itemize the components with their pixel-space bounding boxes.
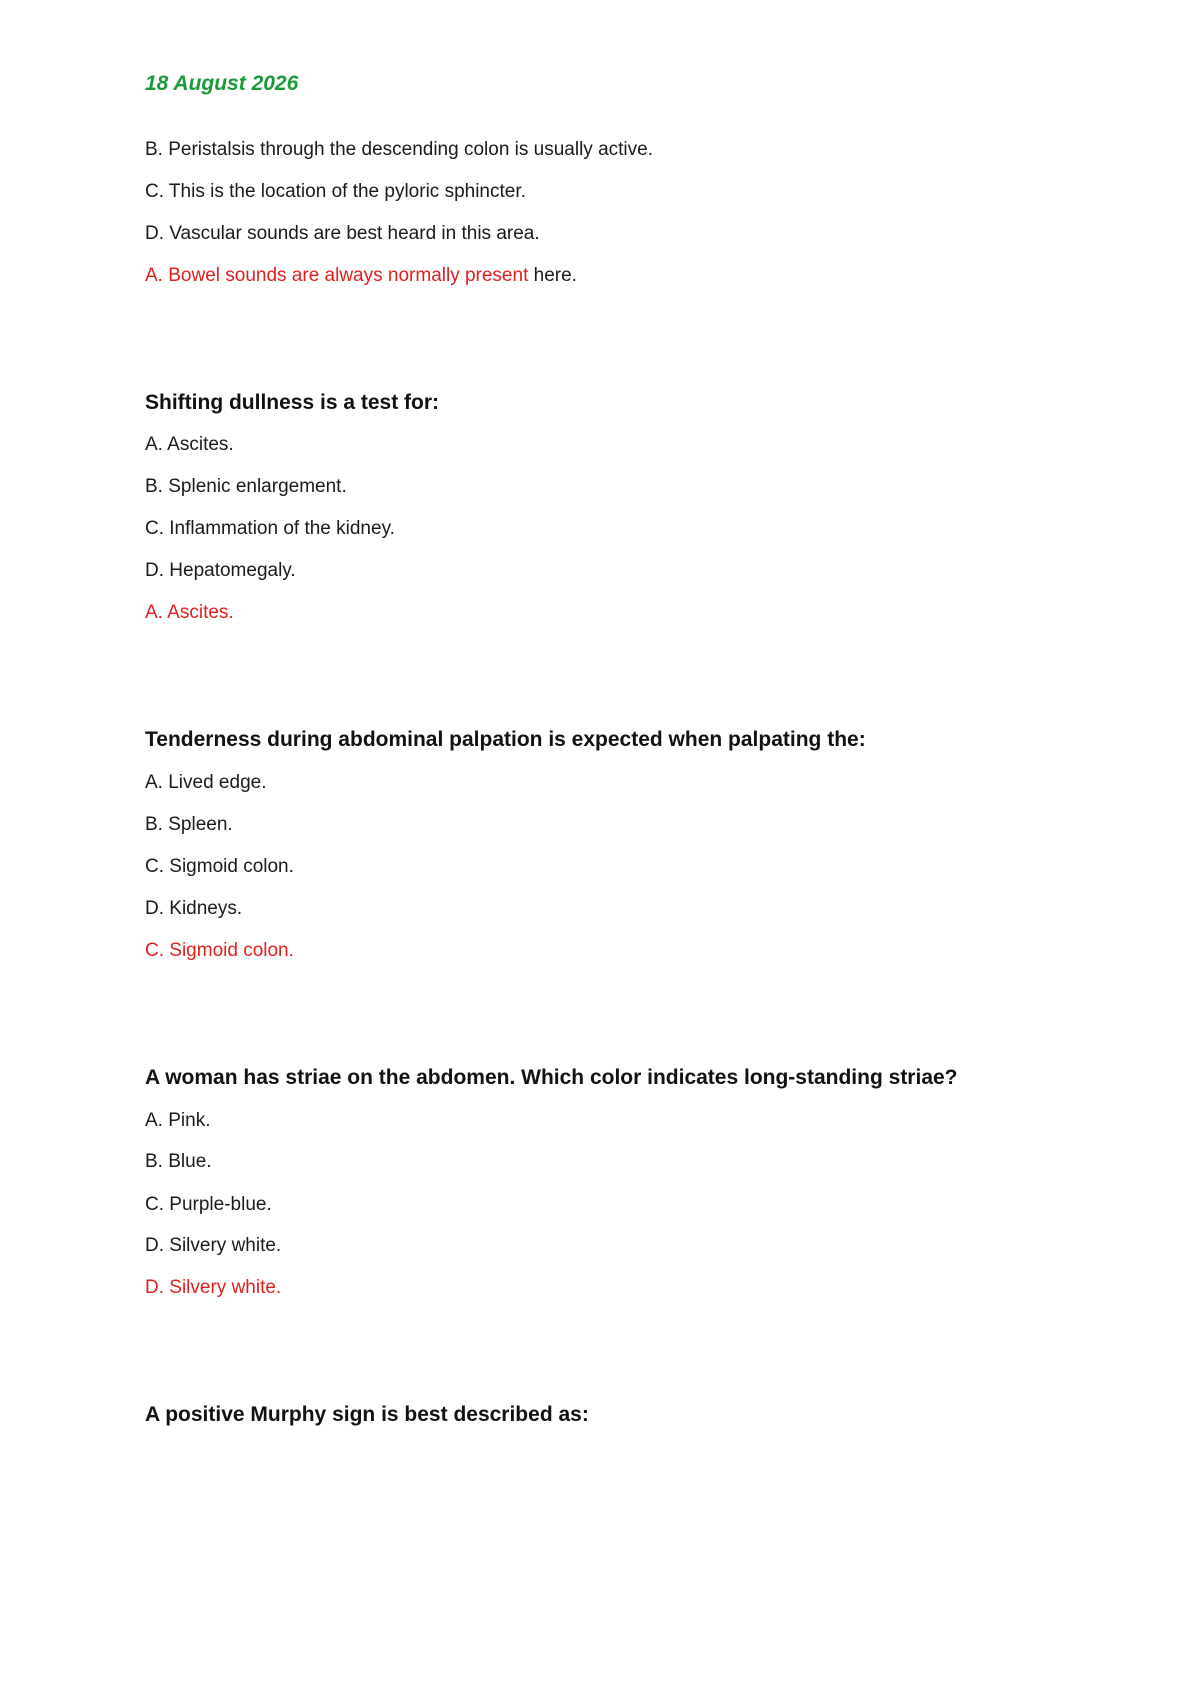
option-d: D. Silvery white. [145,1235,282,1256]
option-c: C. This is the location of the pyloric sphincter. [145,181,526,202]
question-heading: Tenderness during abdominal palpation is expected when palpating the: [145,728,866,751]
option-a: A. Lived edge. [145,772,267,793]
option-d: D. Kidneys. [145,898,243,919]
answer-key: C. Sigmoid colon. [145,940,294,961]
option-c: C. Inflammation of the kidney. [145,518,395,539]
answer-highlight: A. Bowel sounds are always normally present [145,265,529,286]
option-b: B. Spleen. [145,814,233,835]
option-b: B. Blue. [145,1151,212,1172]
option-b: B. Splenic enlargement. [145,476,347,497]
question-heading: Shifting dullness is a test for: [145,391,440,414]
option-a: A. Pink. [145,1110,211,1131]
document-date: 18 August 2026 [145,72,299,95]
answer-line [145,264,577,288]
option-d: D. Vascular sounds are best heard in this area. [145,223,540,244]
option-b: B. Peristalsis through the descending colon is usually active. [145,139,653,160]
option-d: D. Hepatomegaly. [145,560,296,581]
answer-tail: here. [528,265,577,286]
option-c: C. Sigmoid colon. [145,856,294,877]
answer-key: D. Silvery white. [145,1277,282,1298]
option-c: C. Purple-blue. [145,1194,272,1215]
question-heading: A woman has striae on the abdomen. Which color indicates long-standing striae? [145,1066,958,1089]
question-heading: A positive Murphy sign is best described as: [145,1403,589,1426]
option-a: A. Ascites. [145,434,234,455]
answer-key: A. Ascites. [145,602,234,623]
